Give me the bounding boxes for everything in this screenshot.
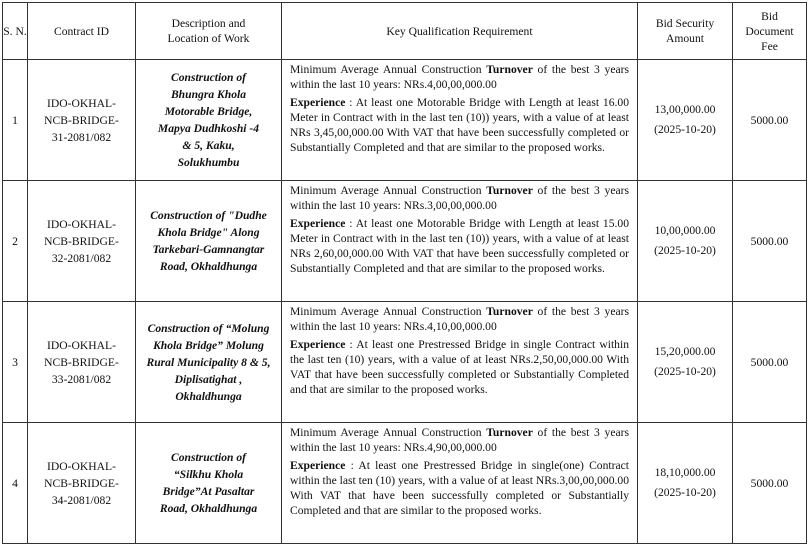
row-sn: 2 bbox=[3, 181, 28, 302]
header-contract-id: Contract ID bbox=[28, 3, 136, 60]
header-bid-security: Bid Security Amount bbox=[638, 3, 733, 60]
header-bid-fee: Bid Document Fee bbox=[733, 3, 807, 60]
row-description: Construction of “Silkhu Khola Bridge”At Pasaltar Road, Okhaldhunga bbox=[136, 423, 282, 544]
bid-table bbox=[2, 2, 807, 544]
experience-requirement: Experience : At least one Motorable Bridge with Length at least 16.00 Meter in Contract with in the last ten (10)) years, with a value of at least NRs 3,45,00,000.00 With VAT that have been successfully completed or Substantially Completed and that are similar to the proposed works. bbox=[290, 96, 629, 154]
turnover-requirement: Minimum Average Annual Construction Turnover of the best 3 years within the last 10 years: NRs.4,00,00,000.00 bbox=[290, 63, 629, 91]
experience-requirement: Experience : At least one Motorable Bridge with Length at least 15.00 Meter in Contract with in the last ten (10)) years, with a value of at least NRs 2,60,00,000.00 With VAT that have been successfully completed or Substantially Completed and that are similar to the proposed works. bbox=[290, 217, 629, 275]
table-row bbox=[3, 423, 807, 544]
bid-security-date: (2025-10-20) bbox=[654, 123, 716, 136]
row-requirement bbox=[282, 302, 638, 423]
bid-security-date: (2025-10-20) bbox=[654, 244, 716, 257]
row-bid-security bbox=[638, 302, 733, 423]
header-sn: S. N. bbox=[3, 3, 28, 60]
header-description: Description and Location of Work bbox=[136, 3, 282, 60]
header-requirement: Key Qualification Requirement bbox=[282, 3, 638, 60]
row-requirement bbox=[282, 181, 638, 302]
experience-requirement: Experience : At least one Prestressed Bridge in single(one) Contract within the last ten (10) years, with a value of at least NRs.3,00,00,000.00 With VAT that have been successfully completed or Substantially Completed and that are similar to the proposed works. bbox=[290, 459, 629, 517]
row-bid-security bbox=[638, 181, 733, 302]
table-row bbox=[3, 302, 807, 423]
row-description: Construction of Bhungra Khola Motorable Bridge, Mapya Dudhkoshi -4 & 5, Kaku, Solukhumbu bbox=[136, 60, 282, 181]
row-contract-id: IDO-OKHAL-NCB-BRIDGE-32-2081/082 bbox=[28, 181, 136, 302]
row-description: Construction of “Molung Khola Bridge” Molung Rural Municipality 8 & 5, Diplisatighat , Okhaldhunga bbox=[136, 302, 282, 423]
row-description: Construction of "Dudhe Khola Bridge" Along Tarkebari-Gamnangtar Road, Okhaldhunga bbox=[136, 181, 282, 302]
row-requirement bbox=[282, 60, 638, 181]
row-bid-fee: 5000.00 bbox=[733, 302, 807, 423]
row-bid-security bbox=[638, 423, 733, 544]
table-header bbox=[3, 3, 807, 60]
row-contract-id: IDO-OKHAL-NCB-BRIDGE-33-2081/082 bbox=[28, 302, 136, 423]
row-bid-fee: 5000.00 bbox=[733, 60, 807, 181]
row-bid-security bbox=[638, 60, 733, 181]
turnover-requirement: Minimum Average Annual Construction Turnover of the best 3 years within the last 10 years: NRs.4,90,00,000.00 bbox=[290, 426, 629, 454]
bid-security-amount: 18,10,000.00 bbox=[654, 466, 716, 479]
bid-security-date: (2025-10-20) bbox=[654, 486, 716, 499]
turnover-requirement: Minimum Average Annual Construction Turnover of the best 3 years within the last 10 years: NRs.4,10,00,000.00 bbox=[290, 305, 629, 333]
row-requirement bbox=[282, 423, 638, 544]
bid-security-amount: 10,00,000.00 bbox=[654, 224, 716, 237]
row-contract-id: IDO-OKHAL-NCB-BRIDGE-31-2081/082 bbox=[28, 60, 136, 181]
row-bid-fee: 5000.00 bbox=[733, 423, 807, 544]
row-bid-fee: 5000.00 bbox=[733, 181, 807, 302]
table-row bbox=[3, 181, 807, 302]
bid-security-amount: 15,20,000.00 bbox=[654, 345, 716, 358]
row-sn: 3 bbox=[3, 302, 28, 423]
table-row bbox=[3, 60, 807, 181]
experience-requirement: Experience : At least one Prestressed Bridge in single Contract within the last ten (10) years, with a value of at least NRs.2,50,00,000.00 With VAT that have been successfully completed or Substantially Completed and that are similar to the proposed works. bbox=[290, 338, 629, 396]
row-contract-id: IDO-OKHAL-NCB-BRIDGE-34-2081/082 bbox=[28, 423, 136, 544]
bid-security-date: (2025-10-20) bbox=[654, 365, 716, 378]
row-sn: 1 bbox=[3, 60, 28, 181]
turnover-requirement: Minimum Average Annual Construction Turnover of the best 3 years within the last 10 years: NRs.3,00,00,000.00 bbox=[290, 184, 629, 212]
table-body bbox=[3, 60, 807, 544]
header-row bbox=[3, 3, 807, 60]
row-sn: 4 bbox=[3, 423, 28, 544]
bid-security-amount: 13,00,000.00 bbox=[654, 103, 716, 116]
